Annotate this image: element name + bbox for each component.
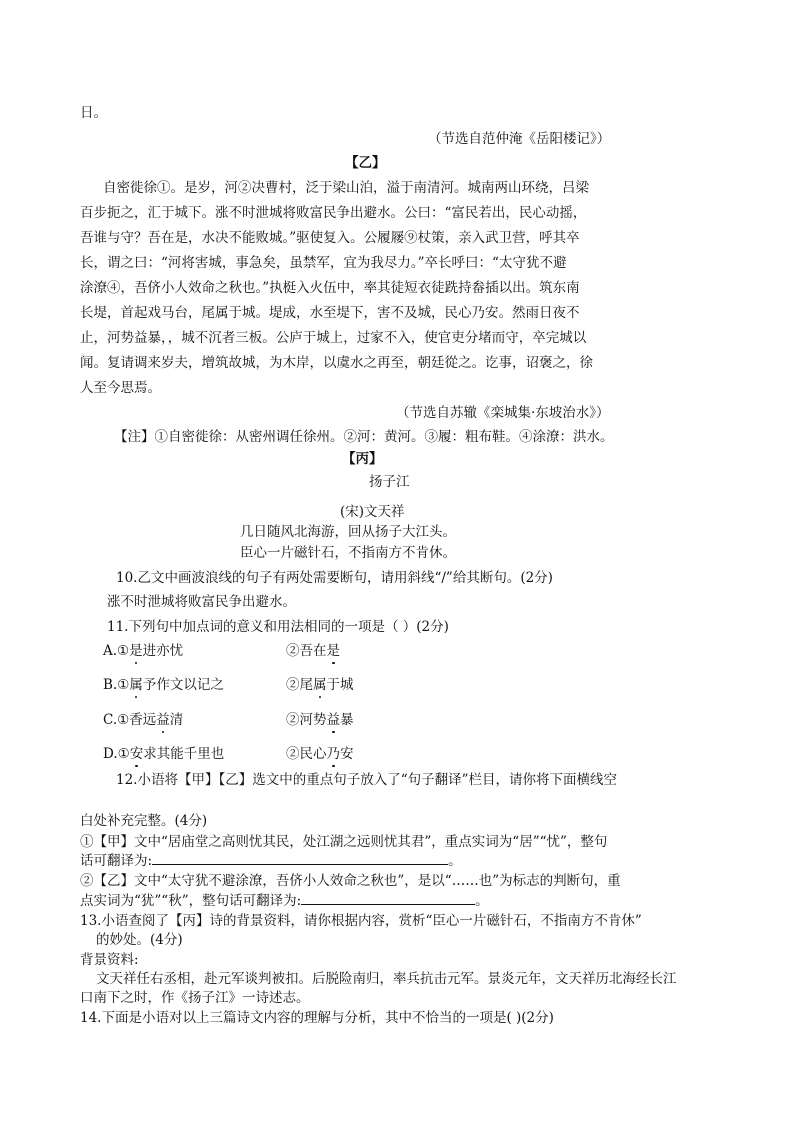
yi-line: 百步扼之，汇于城下。涨不时泄城将败富民争出避水。公曰：“富民若出，民心动摇， bbox=[80, 205, 587, 221]
q11-option-d[interactable]: D.①安求其能千里也 bbox=[103, 746, 225, 762]
yi-line: 涂潦④，吾侪小人效命之秋也。”执梃入火伍中，率其徒短衣徒跣持畚插以出。筑东南 bbox=[80, 280, 580, 296]
background-text-cont: 口南下之时，作《扬子江》一诗述志。 bbox=[80, 990, 310, 1006]
q12-item-1-cont: 话可翻译为: 。 bbox=[80, 853, 462, 869]
yi-line: 自密徙徐①。是岁，河②决曹村，泛于梁山泊，溢于南清河。城南两山环绕，吕梁 bbox=[103, 180, 589, 196]
poem-author: (宋)文天祥 bbox=[340, 504, 405, 520]
question-12: 12.小语将【甲】【乙】选文中的重点句子放入了“句子翻译”栏目，请你将下面横线空 bbox=[116, 772, 618, 788]
yi-heading: 【乙】 bbox=[345, 155, 386, 171]
q12-item-2: ②【乙】文中“太守犹不避涂潦，吾侪小人效命之秋也”，是以“……也”为标志的判断句，重 bbox=[80, 873, 621, 889]
q11-option-b-second: ②尾属于城 bbox=[286, 677, 354, 693]
q10-sentence: 涨不时泄城将败富民争出避水。 bbox=[107, 594, 296, 610]
q12-item-2-cont: 点实词为“犹”“秋”，整句话可翻译为: 。 bbox=[80, 893, 489, 909]
bing-heading: 【丙】 bbox=[342, 451, 383, 467]
question-12-cont: 白处补充完整。(4分) bbox=[80, 813, 208, 829]
emphasis-dot: 是 bbox=[326, 643, 340, 659]
q11-option-c[interactable]: C.①香远益清 bbox=[103, 712, 184, 728]
yi-note: 【注】①自密徙徐：从密州调任徐州。②河：黄河。③履：粗布鞋。④涂潦：洪水。 bbox=[114, 429, 614, 445]
yi-line: 长，谓之曰：“河将害城，事急矣，虽禁军，宜为我尽力。”卒长呼曰：“太守犹不避 bbox=[80, 255, 567, 271]
emphasis-dot: 益 bbox=[156, 712, 170, 728]
poem-title: 扬子江 bbox=[369, 474, 410, 490]
question-13: 13.小语查阅了【丙】诗的背景资料，请你根据内容，赏析“臣心一片磁针石，不指南方不肯休” bbox=[80, 913, 642, 929]
jia-text-end: 日。 bbox=[80, 105, 107, 121]
q11-option-b[interactable]: B.①属予作文以记之 bbox=[103, 677, 224, 693]
emphasis-dot: 属 bbox=[129, 677, 143, 693]
question-11: 11.下列句中加点词的意义和用法相同的一项是（ ）(2分) bbox=[107, 619, 449, 635]
q11-option-d-second: ②民心乃安 bbox=[286, 746, 354, 762]
emphasis-dot: 益 bbox=[326, 712, 340, 728]
emphasis-dot: 是 bbox=[129, 643, 143, 659]
yi-line: 人至今思焉。 bbox=[80, 380, 161, 396]
yi-line: 吾谁与守？吾在是，水决不能败城。”驱使复入。公履屦⑨杖策，亲入武卫营，呼其卒 bbox=[80, 230, 580, 246]
yi-line: 闻。复请调来岁夫，增筑故城，为木岸，以虞水之再至，朝廷從之。讫事，诏褒之，徐 bbox=[80, 355, 593, 371]
yi-line: 长堤，首起戏马台，尾属于城。堤成，水至堤下，害不及城，民心乃安。然雨日夜不 bbox=[80, 305, 580, 321]
q11-option-a[interactable]: A.①是进亦忧 bbox=[103, 643, 184, 659]
question-10: 10.乙文中画波浪线的句子有两处需要断句，请用斜线“/”给其断句。(2分) bbox=[116, 570, 553, 586]
poem-line: 几日随风北海游，回从扬子大江头。 bbox=[240, 524, 456, 540]
yi-line: 止，河势益暴，，城不沉者三板。公庐于城上，过家不入，使官吏分堵而守，卒完城以 bbox=[80, 330, 587, 346]
q11-option-c-second: ②河势益暴 bbox=[286, 712, 354, 728]
emphasis-dot: 属 bbox=[313, 677, 327, 693]
question-13-cont: 的妙处。(4分) bbox=[96, 932, 183, 948]
emphasis-dot: 安 bbox=[129, 746, 144, 762]
emphasis-dot: 乃 bbox=[326, 746, 340, 762]
background-text: 文天祥任右丞相，赴元军谈判被扣。后脱险南归，率兵抗击元军。景炎元年，文天祥历北海经长江 bbox=[96, 971, 677, 987]
q12-item-1: ①【甲】文中“居庙堂之高则忧其民，处江湖之远则忧其君”，重点实词为“居”“忧”，整句 bbox=[80, 834, 608, 850]
yi-source: （节选自苏辙《栾城集·东坡治水》） bbox=[396, 405, 610, 421]
answer-blank[interactable] bbox=[301, 892, 475, 905]
q11-option-a-second: ②吾在是 bbox=[286, 643, 340, 659]
question-14: 14.下面是小语对以上三篇诗文内容的理解与分析，其中不恰当的一项是( )(2分) bbox=[80, 1010, 554, 1026]
jia-source: （节选自范仲淹《岳阳楼记》） bbox=[428, 131, 611, 147]
answer-blank[interactable] bbox=[152, 852, 448, 865]
background-label: 背景资料: bbox=[80, 952, 139, 968]
poem-line: 臣心一片磁针石，不指南方不肯休。 bbox=[240, 545, 456, 561]
